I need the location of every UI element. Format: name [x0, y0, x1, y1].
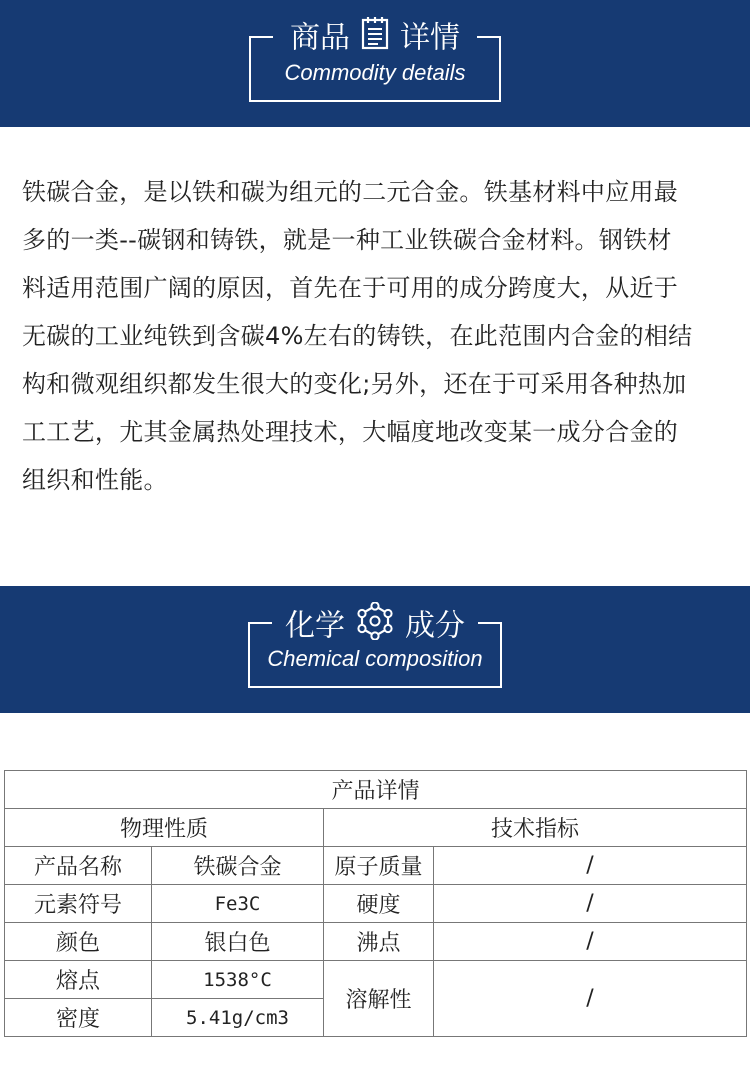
- property-label: 产品名称: [5, 847, 152, 885]
- tech-label: 硬度: [324, 885, 434, 923]
- property-value: 铁碳合金: [152, 847, 324, 885]
- notepad-icon: [360, 16, 390, 61]
- table-row: [5, 771, 747, 809]
- intro-line: 料适用范围广阔的原因，首先在于可用的成分跨度大，从近于: [22, 274, 679, 302]
- section-title-left: 化学: [285, 608, 345, 644]
- group-header-physical: 物理性质: [5, 809, 324, 847]
- section-title-left: 商品: [290, 20, 350, 56]
- table-row: [5, 961, 747, 999]
- property-label: 熔点: [5, 961, 152, 999]
- table-row: [5, 847, 747, 885]
- intro-line: 多的一类--碳钢和铸铁，就是一种工业铁碳合金材料。钢铁材: [22, 226, 672, 254]
- tech-label: 溶解性: [324, 961, 434, 1037]
- table-row: [5, 923, 747, 961]
- property-label: 元素符号: [5, 885, 152, 923]
- intro-line: 铁碳合金，是以铁和碳为组元的二元合金。铁基材料中应用最: [22, 178, 679, 206]
- intro-line: 组织和性能。: [22, 466, 168, 494]
- property-value: 银白色: [152, 923, 324, 961]
- property-value: 5.41g/cm3: [152, 999, 324, 1037]
- table-row: [5, 885, 747, 923]
- intro-paragraph: [22, 168, 732, 504]
- section-subtitle: Commodity details: [284, 60, 466, 85]
- chemical-composition-banner: [0, 586, 750, 713]
- commodity-details-banner: [0, 0, 750, 127]
- tech-value: /: [434, 885, 747, 923]
- tech-value: /: [434, 961, 747, 1037]
- table-row: [5, 809, 747, 847]
- intro-line: 构和微观组织都发生很大的变化;另外，还在于可采用各种热加: [22, 370, 687, 398]
- tech-label: 原子质量: [324, 847, 434, 885]
- section-title-right: 成分: [405, 608, 465, 644]
- tech-label: 沸点: [324, 923, 434, 961]
- property-value: 1538°C: [152, 961, 324, 999]
- tech-value: /: [434, 847, 747, 885]
- property-value: Fe3C: [152, 885, 324, 923]
- group-header-technical: 技术指标: [324, 809, 747, 847]
- intro-line: 无碳的工业纯铁到含碳4%左右的铸铁，在此范围内合金的相结: [22, 322, 693, 350]
- property-label: 颜色: [5, 923, 152, 961]
- tech-value: /: [434, 923, 747, 961]
- section-title: [0, 16, 750, 61]
- property-label: 密度: [5, 999, 152, 1037]
- section-subtitle: Chemical composition: [267, 646, 483, 671]
- product-spec-table: [4, 770, 747, 1037]
- table-caption: 产品详情: [5, 771, 747, 809]
- intro-line: 工工艺，尤其金属热处理技术，大幅度地改变某一成分合金的: [22, 418, 679, 446]
- section-title-right: 详情: [400, 20, 460, 56]
